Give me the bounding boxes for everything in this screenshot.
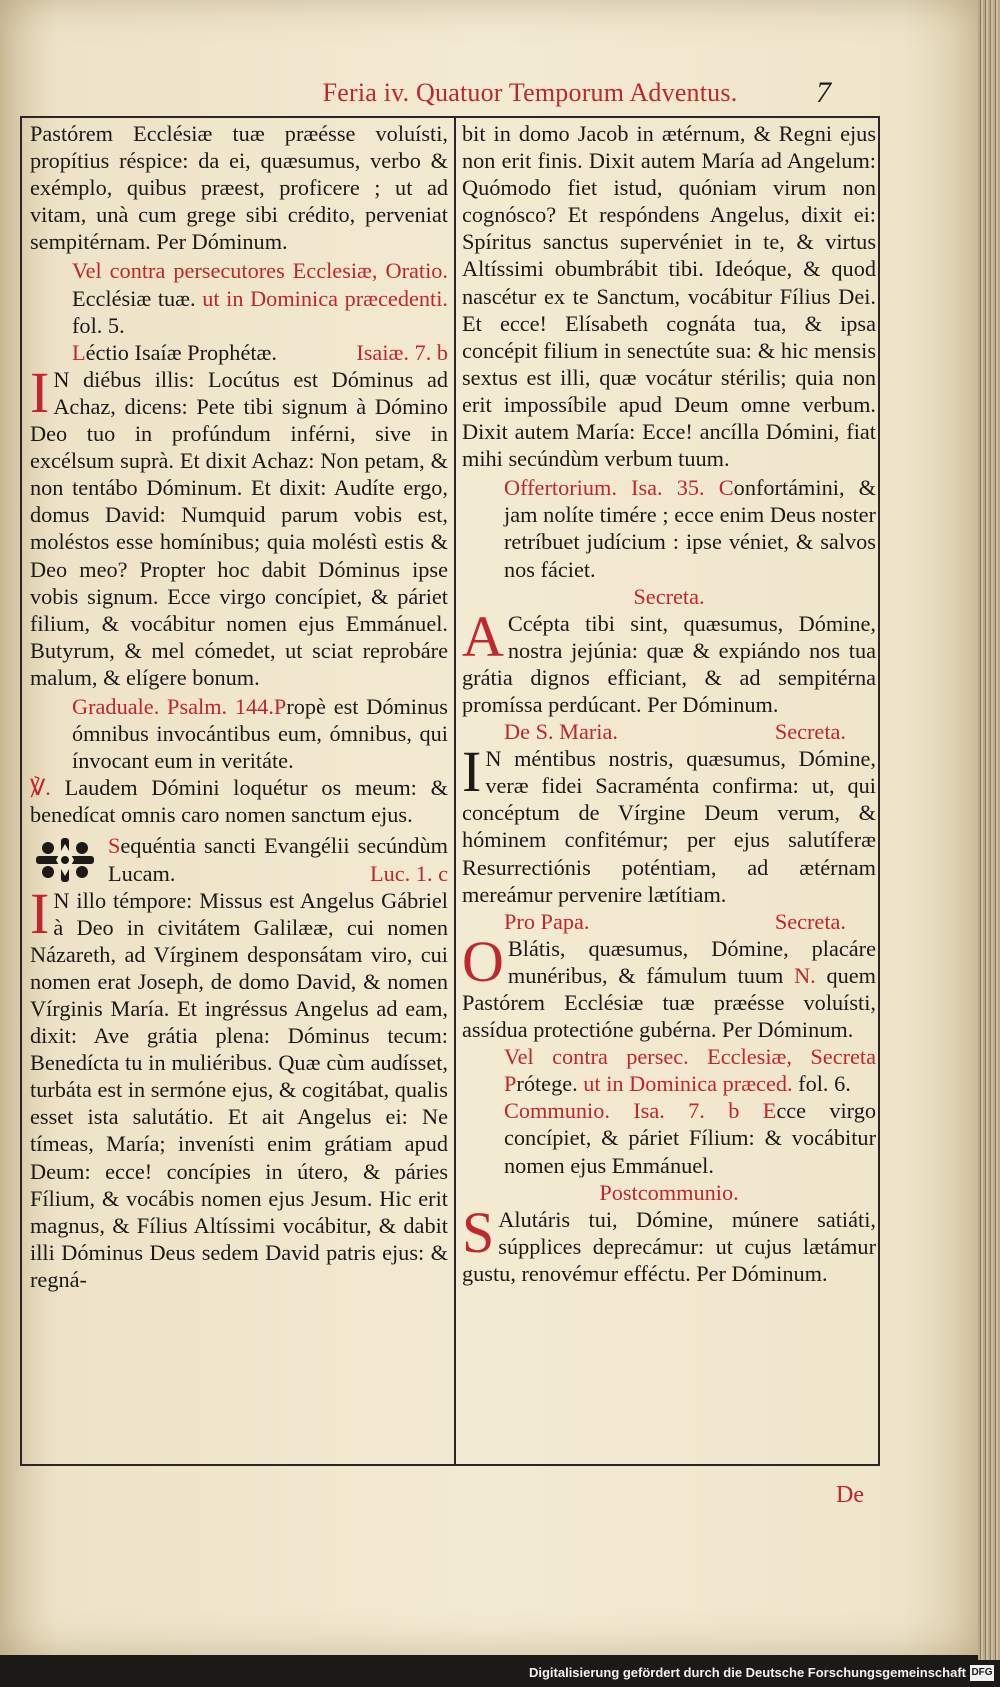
evangelium-ref: Luc. 1. c xyxy=(369,860,448,886)
left-column xyxy=(30,120,448,1293)
lectio-title-text: éctio Isaíæ Prophétæ. xyxy=(85,339,277,365)
de-maria-text: N méntibus nostris, quæsumus, Dómine, veræ fidei Sacraménta confirma: ut, qui concéptum de Vírgine Deum verum, & hóminem confitémur; per ejus salutíferæ Resurrectiónis poténtiam, ad ætérnam mereámur pervenire lætítiam. xyxy=(462,746,876,907)
page-number: 7 xyxy=(816,76,831,109)
header-title: Feria iv. Quatuor Temporum Adventus. xyxy=(322,78,738,107)
folio-6-ref: fol. 6. xyxy=(798,1071,851,1097)
evangelium-title-initial: S xyxy=(108,833,121,859)
de-maria-secreta-rubric: Secreta. xyxy=(774,719,846,745)
secreta-text: Ccépta tibi sint, quæsumus, Dómine, nostra jejúnia: quæ & expiándo nos tua grátia dignos efficiant, & ad sempitérna promíssa perdúcant. Per Dóminum. xyxy=(462,610,876,717)
pro-papa-text-2: quem Pastórem Ecclésiæ tuæ præésse voluísti, assídua protectióne gubérna. Per Dóminum. xyxy=(462,962,877,1043)
versicle-block xyxy=(30,774,448,828)
graduale-initial: P xyxy=(273,693,287,719)
secreta-drop-initial: A xyxy=(462,603,504,669)
versicle-text: Laudem Dómini loquétur os meum: & benedícat omnis caro nomen sanctum ejus. xyxy=(30,775,448,828)
evangelium-body xyxy=(30,880,448,1293)
evangelium-drop-initial: I xyxy=(30,880,50,946)
pro-papa-secreta-rubric: Secreta. xyxy=(774,908,846,934)
pro-papa-heading xyxy=(462,908,876,935)
lectio-drop-initial: I xyxy=(30,359,50,425)
de-maria-heading xyxy=(462,718,876,745)
postcommunio-heading: Postcommunio. xyxy=(599,1179,739,1205)
digitization-footer xyxy=(0,1662,1000,1687)
protege-initial: P xyxy=(504,1071,517,1097)
column-divider xyxy=(454,116,456,1466)
name-placeholder-mark: N. xyxy=(794,962,816,988)
lectio-text: N diébus illis: Locútus est Dóminus ad Achaz, dicens: Pete tibi signum à Dómino Deo tuo in profúndum inférni, sive in excélsum suprà. Et dixit Achaz: Non petam, & non tentábo Dóminum. Et dixit: Audíte ergo, domus David: Numquid parum vobis est, moléstos esse homínibus; quia moléstì estis & Deo meo? Propter hoc dabit Dóminus ipse vobis signum. Ecce virgo concípiet, & páriet filium, & vocábitur nomen ejus Emmánuel. Butyrum, & mel cómedet, ut sciat reprobáre malum, & elígere bonum. xyxy=(30,366,448,690)
versicle-mark: ℣. xyxy=(30,775,51,801)
dominica-ref: ut in Dominica præcedenti. xyxy=(202,285,448,311)
dominica-praeced-ref: ut in Dominica præced. xyxy=(583,1071,793,1097)
graduale-rubric: Graduale. Psalm. 144. xyxy=(72,693,274,719)
oratio-rubric: Oratio. xyxy=(385,258,449,284)
page-edge-stack xyxy=(978,0,1000,1660)
pro-papa-drop-initial: O xyxy=(462,928,504,994)
lectio-body xyxy=(30,359,448,691)
offertorium-initial: C xyxy=(718,475,734,501)
right-column xyxy=(462,120,876,1287)
offertorium-rubric: Offertorium. Isa. 35. xyxy=(504,475,705,501)
pro-papa-text-1: Blátis, quæsumus, Dómine, placáre munéribus, & fámulum tuum xyxy=(507,935,876,988)
vel-contra-secreta-block xyxy=(462,1043,876,1097)
evangelium-title xyxy=(30,832,448,886)
lectio-title xyxy=(30,339,448,366)
folio-ref: fol. 5. xyxy=(72,312,125,338)
postcommunio-drop-initial: S xyxy=(462,1199,495,1265)
offertorium-block xyxy=(462,474,876,582)
vel-contra-secreta-rubric: Vel contra persec. Ecclesiæ, Secreta xyxy=(504,1044,876,1070)
de-maria-body xyxy=(462,739,876,908)
postcommunio-body xyxy=(462,1199,876,1287)
protege-text: rótege. xyxy=(516,1071,578,1097)
evangelium-continued: bit in domo Jacob in ætérnum, & Regni ejus non erit finis. Dixit autem María ad Angelum: Quómodo fiet istud, quóniam virum non cognósco? Et respóndens Angelus, dixit ei: Spíritus sanctus supervéniet in te, & virtus Altíssimi obumbrábit tibi. Ideóque, & quod nascétur ex te Sanctum, vocábitur Fílius Dei. Et ecce! Elísabeth cognáta tua, & ipsa concépit filium in senectúte sua: & hic mensis sextus est illi, quæ vocátur stérilis; quia non erit impossíbile apud Deum omne verbum. Dixit autem María: Ecce! ancílla Dómini, fiat mihi secúndùm verbum tuum. xyxy=(462,121,876,472)
communio-initial: E xyxy=(762,1098,777,1124)
oratio-incipit: Ecclésiæ tuæ. xyxy=(72,285,196,311)
lectio-title-initial: L xyxy=(72,339,86,365)
communio-rubric: Communio. Isa. 7. b xyxy=(504,1098,740,1124)
dfg-logo-icon: DFG xyxy=(970,1665,994,1681)
secreta-body xyxy=(462,603,876,718)
pro-papa-rubric: Pro Papa. xyxy=(504,908,590,934)
lectio-ref: Isaiæ. 7. b xyxy=(356,339,448,365)
graduale-block xyxy=(30,693,448,774)
vel-contra-block xyxy=(30,257,448,338)
fleuron-ornament-icon xyxy=(30,834,100,886)
pro-papa-body xyxy=(462,928,877,1043)
secreta-heading: Secreta. xyxy=(633,583,705,609)
offertorium-text: onfortámini, & jam nolíte timére ; ecce enim Deus noster retríbuet judícium : ipse véniet, & salvos nos fáciet. xyxy=(504,475,877,582)
evangelium-text: N illo témpore: Missus est Angelus Gábriel à Deo in civitátem Galilææ, cui nomen Názareth, ad Vírginem desponsátam viro, cui nomen erat Joseph, de domo David, & nomen Vírginis María. Et ingréssus Angelus ad eam, dixit: Ave grátia plena: Dóminus tecum: Benedícta tu in muliéribus. Quæ cùm audísset, turbáta est in sermóne ejus, & cogitábat, qualis esset ista salutátio. Et ait Angelus ei: Ne tímeas, María; invenísti enim grátiam apud Deum: ecce! concípies in útero, & páries Fílium, & vocábis nomen ejus Jesum. Hic erit magnus, & Fílius Altíssimi vocábitur, & dabit illi Dóminus Deus sedem David patris ejus: & regná- xyxy=(30,887,448,1292)
postcommunio-text: Alutáris tui, Dómine, múnere satiáti, súpplices deprecámur: ut cujus lætámur gustu, renovémur efféctu. Per Dóminum. xyxy=(462,1206,876,1286)
evangelium-title-text: equéntia sancti Evangélii secúndùm Lucam. xyxy=(108,833,448,886)
dfg-credit: Digitalisierung gefördert durch die Deutsche Forschungsgemeinschaft xyxy=(528,1665,966,1680)
communio-block xyxy=(462,1097,876,1178)
de-maria-rubric: De S. Maria. xyxy=(504,719,618,745)
oratio-continued: Pastórem Ecclésiæ tuæ præésse voluísti, propítius réspice: da ei, quæsumus, verbo & exémplo, quibus præest, proficere ; ut ad vitam, unà cum grege sibi crédito, perveniat sempitérnam. Per Dóminum. xyxy=(30,121,448,255)
communio-text: cce virgo concípiet, & páriet Fílium: & vocábitur nomen ejus Emmánuel. xyxy=(504,1098,876,1178)
graduale-text: ropè est Dóminus ómnibus invocántibus eum, ómnibus, qui ínvocant eum in veritáte. xyxy=(72,693,448,774)
catchword: De xyxy=(836,1482,864,1508)
de-maria-drop-initial: I xyxy=(462,739,482,805)
vel-contra-rubric: Vel contra persecutores Ecclesiæ, xyxy=(72,258,378,284)
